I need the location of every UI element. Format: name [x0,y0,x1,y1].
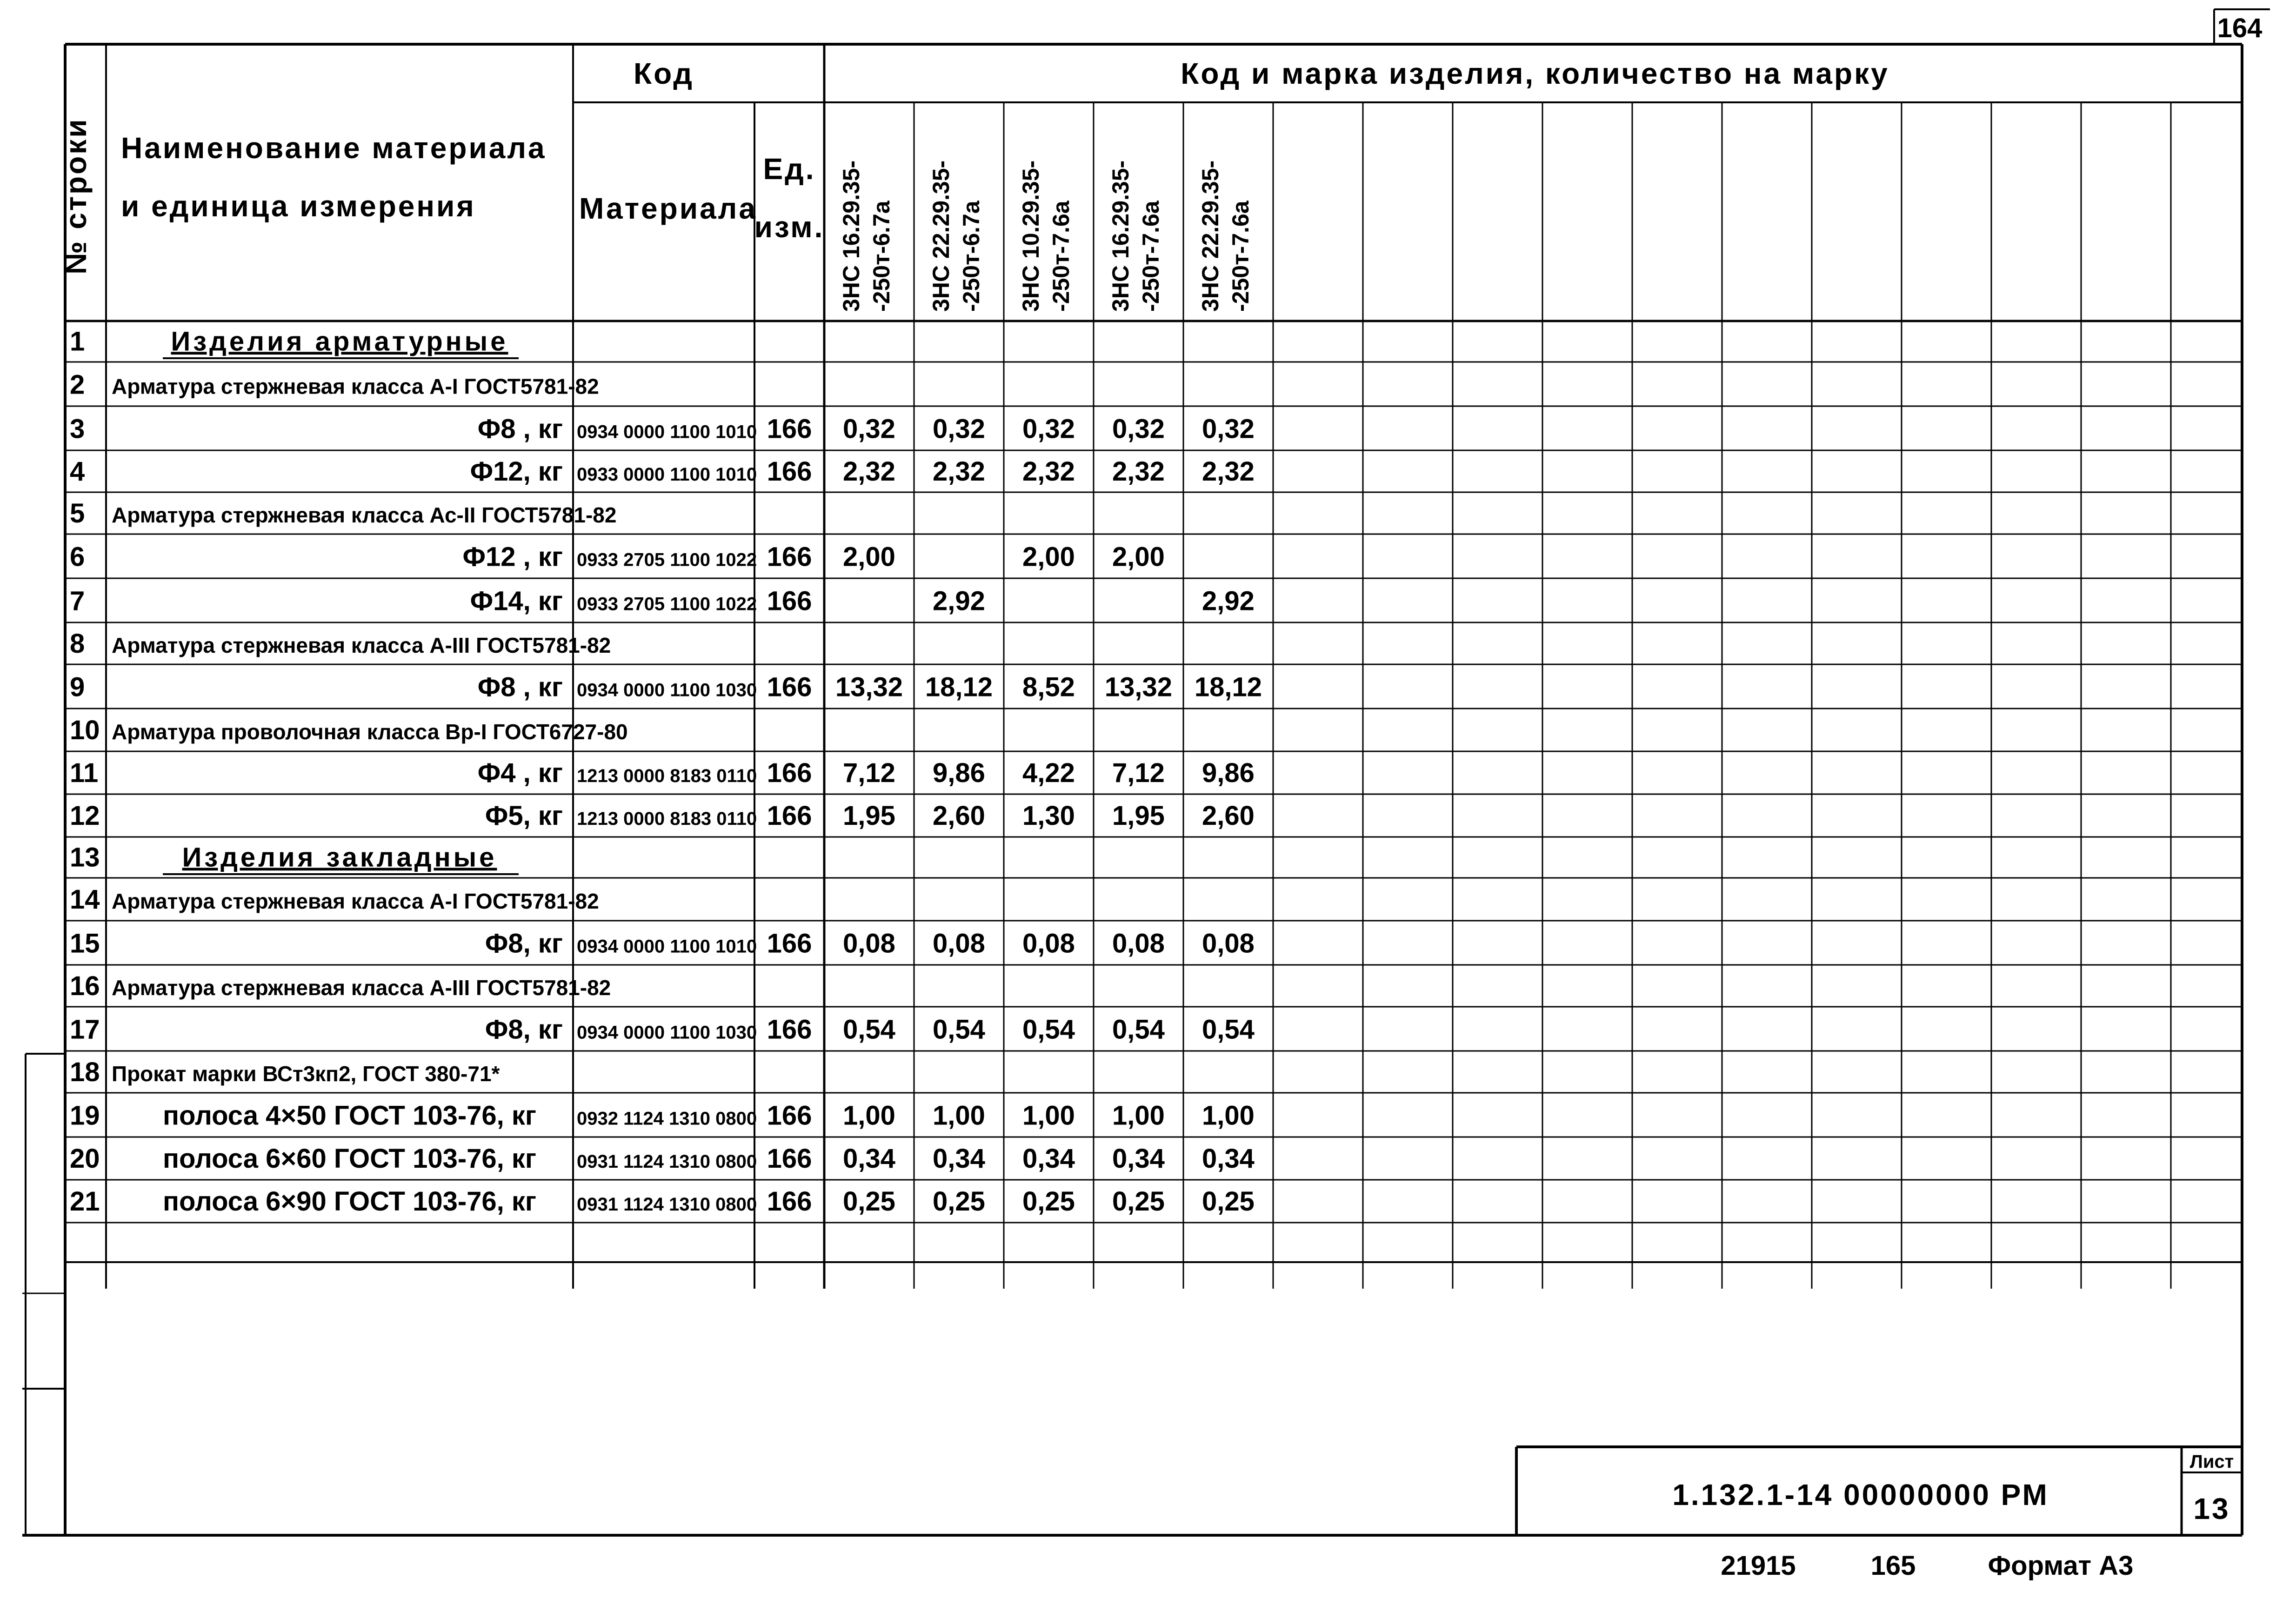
quantity-cell: 2,32 [843,456,895,487]
unit-code: 166 [767,456,812,487]
row-number: 19 [70,1100,100,1131]
row-number: 8 [70,628,85,659]
quantity-cell: 1,00 [1112,1100,1165,1131]
material-name: Ф8, кг [485,1014,563,1045]
material-code: 0933 0000 1100 1010 [577,464,757,485]
table-content [59,13,2262,1581]
row-number: 10 [70,715,100,746]
quantity-cell: 2,32 [1022,456,1075,487]
category-title: Арматура стержневая класса А-III ГОСТ5781-82 [112,975,611,1000]
row-number: 14 [70,884,100,915]
quantity-cell: 0,54 [933,1014,985,1045]
quantity-cell: 13,32 [835,672,903,702]
category-title: Арматура стержневая класса А-I ГОСТ5781-82 [112,889,599,914]
unit-header-line1: Ед. [763,152,816,186]
unit-code: 166 [767,801,812,831]
mark-header-5-line1: 3НС 22.29.35- [1197,160,1223,312]
quantity-cell: 2,92 [1202,586,1255,616]
row-number: 17 [70,1014,100,1045]
material-code: 0934 0000 1100 1010 [577,936,757,957]
material-name: Ф5, кг [485,801,563,831]
row-number-header: № строки [59,117,93,274]
material-code: 0934 0000 1100 1010 [577,421,757,442]
row-number: 1 [70,326,85,357]
name-header-line1: Наименование материала [121,131,547,165]
footer-page: 165 [1870,1551,1916,1581]
quantity-cell: 0,25 [1202,1186,1255,1217]
category-title: Арматура стержневая класса А-I ГОСТ5781-82 [112,374,599,399]
row-number: 2 [70,369,85,400]
category-title: Арматура стержневая класса Ас-II ГОСТ5781-82 [112,502,617,527]
quantity-cell: 0,25 [1022,1186,1075,1217]
quantity-cell: 1,95 [843,801,895,831]
quantity-cell: 0,25 [843,1186,895,1217]
quantity-cell: 1,00 [843,1100,895,1131]
material-code-header: Материала [579,192,757,225]
quantity-cell: 2,60 [1202,801,1255,831]
material-code: 0933 2705 1100 1022 [577,549,757,570]
quantity-cell: 0,32 [843,414,895,444]
sheet-label: Лист [2189,1451,2234,1472]
quantity-cell: 0,08 [1202,928,1255,959]
unit-code: 166 [767,1100,812,1131]
unit-code: 166 [767,672,812,702]
material-name: полоса 4×50 ГОСТ 103-76, кг [163,1100,537,1131]
format-label: Формат А3 [1988,1551,2134,1581]
unit-code: 166 [767,758,812,789]
row-number: 5 [70,498,85,528]
mark-header-3-line2: -250т-7.6а [1048,201,1074,312]
quantity-cell: 9,86 [1202,758,1255,789]
row-number: 21 [70,1186,100,1217]
quantity-cell: 2,60 [933,801,985,831]
material-name: Ф8, кг [485,928,563,959]
quantity-cell: 4,22 [1022,758,1075,789]
quantity-cell: 0,34 [843,1144,895,1174]
section-title: Изделия закладные [182,842,497,873]
mark-header-2-line1: 3НС 22.29.35- [928,160,954,312]
quantity-cell: 0,08 [1112,928,1165,959]
mark-header-3-line1: 3НС 10.29.35- [1018,160,1044,312]
quantity-cell: 1,00 [933,1100,985,1131]
material-name: Ф8 , кг [477,414,563,444]
unit-code: 166 [767,928,812,959]
material-code: 1213 0000 8183 0110 [577,766,757,787]
quantity-cell: 2,32 [1202,456,1255,487]
mark-header-1-line2: -250т-6.7а [868,201,894,312]
unit-code: 166 [767,1014,812,1045]
mark-header-1-line1: 3НС 16.29.35- [838,160,864,312]
row-number: 16 [70,970,100,1001]
quantity-cell: 2,00 [1112,542,1165,572]
quantity-cell: 2,32 [1112,456,1165,487]
material-code: 0931 1124 1310 0800 [577,1151,757,1172]
page-number: 164 [2217,13,2263,43]
quantity-cell: 0,25 [1112,1186,1165,1217]
quantity-cell: 2,32 [933,456,985,487]
quantity-cell: 0,54 [1022,1014,1075,1045]
material-code: 0934 0000 1100 1030 [577,680,757,701]
material-code: 0934 0000 1100 1030 [577,1022,757,1043]
material-name: Ф4 , кг [477,758,563,789]
quantity-cell: 0,34 [933,1144,985,1174]
name-header-line2: и единица измерения [121,189,476,223]
category-title: Арматура стержневая класса А-III ГОСТ5781-82 [112,633,611,657]
material-code: 0933 2705 1100 1022 [577,594,757,615]
mark-header-4-line2: -250т-7.6а [1138,201,1164,312]
mark-header-5-line2: -250т-7.6а [1228,201,1254,312]
quantity-cell: 1,00 [1202,1100,1255,1131]
quantity-cell: 0,54 [1202,1014,1255,1045]
inventory-number: 21915 [1721,1551,1796,1581]
quantity-cell: 1,30 [1022,801,1075,831]
material-name: Ф12, кг [470,456,563,487]
unit-code: 166 [767,414,812,444]
quantity-cell: 2,92 [933,586,985,616]
row-number: 15 [70,928,100,959]
quantity-cell: 7,12 [1112,758,1165,789]
material-name: Ф8 , кг [477,672,563,702]
unit-code: 166 [767,1144,812,1174]
sheet-number: 13 [2193,1492,2230,1525]
quantity-cell: 8,52 [1022,672,1075,702]
quantity-cell: 18,12 [925,672,993,702]
quantity-cell: 0,32 [1112,414,1165,444]
material-name: Ф12 , кг [462,542,563,572]
quantity-cell: 7,12 [843,758,895,789]
unit-code: 166 [767,586,812,616]
row-number: 11 [70,758,99,789]
row-number: 3 [70,414,85,444]
marks-group-header: Код и марка изделия, количество на марку [1181,57,1889,90]
quantity-cell: 0,08 [843,928,895,959]
row-number: 20 [70,1144,100,1174]
material-name: полоса 6×90 ГОСТ 103-76, кг [163,1186,537,1217]
quantity-cell: 0,34 [1202,1144,1255,1174]
quantity-cell: 0,08 [1022,928,1075,959]
quantity-cell: 13,32 [1104,672,1173,702]
quantity-cell: 0,08 [933,928,985,959]
unit-code: 166 [767,542,812,572]
row-number: 7 [70,586,85,616]
row-number: 6 [70,542,85,572]
material-code: 1213 0000 8183 0110 [577,809,757,829]
section-title: Изделия арматурные [171,326,508,357]
quantity-cell: 1,00 [1022,1100,1075,1131]
mark-header-4-line1: 3НС 16.29.35- [1108,160,1134,312]
quantity-cell: 0,34 [1112,1144,1165,1174]
code-group-header: Код [634,57,694,90]
document-code: 1.132.1-14 00000000 РМ [1672,1478,2049,1512]
row-number: 13 [70,842,100,873]
quantity-cell: 0,54 [1112,1014,1165,1045]
row-number: 18 [70,1057,100,1087]
quantity-cell: 2,00 [843,542,895,572]
material-code: 0932 1124 1310 0800 [577,1108,757,1129]
quantity-cell: 0,34 [1022,1144,1075,1174]
row-number: 4 [70,456,85,487]
category-title: Прокат марки ВСт3кп2, ГОСТ 380-71* [112,1061,500,1086]
quantity-cell: 18,12 [1194,672,1262,702]
material-code: 0931 1124 1310 0800 [577,1194,757,1215]
material-name: полоса 6×60 ГОСТ 103-76, кг [163,1144,537,1174]
quantity-cell: 0,32 [933,414,985,444]
mark-header-2-line2: -250т-6.7а [958,201,984,312]
material-name: Ф14, кг [470,586,563,616]
row-number: 9 [70,672,85,702]
unit-code: 166 [767,1186,812,1217]
row-number: 12 [70,801,100,831]
unit-header-line2: изм. [754,210,825,244]
quantity-cell: 0,25 [933,1186,985,1217]
quantity-cell: 0,32 [1022,414,1075,444]
category-title: Арматура проволочная класса Вр-I ГОСТ6727-80 [112,720,628,744]
quantity-cell: 1,95 [1112,801,1165,831]
quantity-cell: 0,54 [843,1014,895,1045]
quantity-cell: 2,00 [1022,542,1075,572]
quantity-cell: 9,86 [933,758,985,789]
quantity-cell: 0,32 [1202,414,1255,444]
